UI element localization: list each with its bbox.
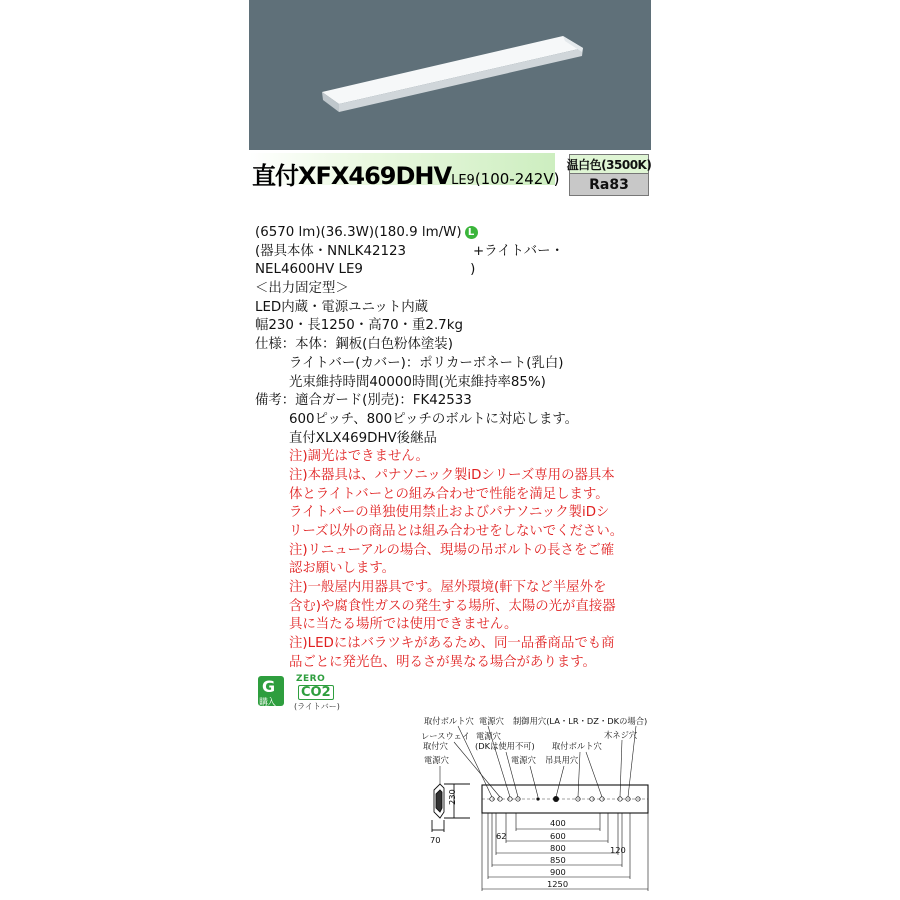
spec-line: 備考：適合ガード(別売)：FK42533 (255, 393, 472, 409)
label-hanger-hole: 吊具用穴 (545, 755, 579, 765)
spec-line: 600ピッチ、800ピッチのボルトに対応します。 (289, 411, 579, 427)
zero-co2-mark-icon: ZERO CO2 (ライトバー) (294, 674, 340, 711)
note-line: 具に当たる場所では使用できません。 (289, 617, 518, 633)
dim-600: 600 (550, 831, 566, 841)
model-number: 直付XFX469DHV (252, 162, 452, 190)
note-line: 含む)や腐食性ガスの発生する場所、太陽の光が直接器 (289, 598, 616, 614)
dim-850: 850 (550, 855, 566, 865)
spec-line: 幅230・長1250・高70・重2.7kg (255, 318, 463, 334)
label-power-hole-top: 電源穴 (479, 716, 504, 726)
spec-line: 直付XLX469DHV後継品 (289, 430, 437, 446)
label-power-hole-dk-2: (DKは使用不可) (475, 741, 535, 751)
note-line: 認お願いします。 (289, 561, 396, 577)
label-mount-bolt-hole-2: 取付ボルト穴 (552, 741, 602, 751)
spec-line: NEL4600HV LE9 ) (255, 262, 476, 278)
spec-line-lumen: (6570 lm)(36.3W)(180.9 lm/W) L (255, 224, 623, 243)
dim-900: 900 (550, 867, 566, 877)
note-line: 注)LEDにはバラツキがあるため、同一品番商品でも商 (289, 636, 615, 652)
lumen-mark-icon: L (465, 226, 478, 239)
note-line: 注)リニューアルの場合、現場の吊ボルトの長さをご確 (289, 542, 615, 558)
dim-height: 230 (447, 789, 457, 805)
label-mount-bolt-hole: 取付ボルト穴 (424, 716, 474, 726)
dim-62: 62 (496, 831, 507, 841)
green-purchase-mark-icon: G 購入 (258, 676, 284, 706)
model-suffix: LE9 (451, 173, 475, 188)
label-control-hole: 制御用穴(LA・LR・DZ・DKの場合) (513, 716, 648, 726)
luminaire-image (249, 0, 651, 150)
spec-line: ライトバー(カバー)：ポリカーボネート(乳白) (289, 355, 564, 371)
note-line: 注)本器具は、パナソニック製iDシリーズ専用の器具本 (289, 467, 615, 483)
note-line: 品ごとに発光色、明るさが異なる場合があります。 (289, 654, 596, 670)
voltage: (100-242V) (474, 170, 560, 188)
dim-120: 120 (610, 845, 626, 855)
dimension-drawing (410, 712, 650, 897)
spec-line: 仕様：本体：鋼板(白色粉体塗装) (255, 337, 453, 353)
label-power-hole-mid: 電源穴 (511, 755, 536, 765)
spec-line: (器具本体・NNLK42123 +ライトバー・ (255, 243, 564, 259)
label-wood-screw: 木ネジ穴 (604, 730, 638, 740)
note-line: ライトバーの単独使用禁止およびパナソニック製iDシ (289, 505, 610, 521)
spec-line: 光束維持時間40000時間(光束維持率85%) (289, 374, 546, 390)
product-photo (249, 0, 651, 150)
spec-line: ＜出力固定型＞ (255, 281, 349, 297)
label-raceway: レースウェイ (421, 731, 471, 741)
note-line: 注)調光はできません。 (289, 449, 429, 465)
note-line: リーズ以外の商品とは組み合わせをしないでください。 (289, 524, 624, 539)
dim-400: 400 (550, 818, 566, 828)
dim-depth: 70 (430, 835, 441, 845)
label-power-hole-dk: 電源穴 (476, 731, 501, 741)
product-title (252, 156, 559, 191)
label-raceway-2: 取付穴 (423, 741, 448, 751)
ra-badge: Ra83 (569, 174, 649, 196)
spec-text (255, 224, 623, 673)
dim-1250: 1250 (547, 879, 569, 889)
spec-line: LED内蔵・電源ユニット内蔵 (255, 299, 428, 315)
dim-800: 800 (550, 843, 566, 853)
label-power-hole-side: 電源穴 (424, 755, 449, 765)
note-line: 注)一般屋内用器具です。屋外環境(軒下など半屋外を (289, 580, 607, 596)
color-temperature-badge: 温白色(3500K) (569, 154, 649, 174)
note-line: 体とライトバーとの組み合わせで性能を満足します。 (289, 486, 609, 502)
